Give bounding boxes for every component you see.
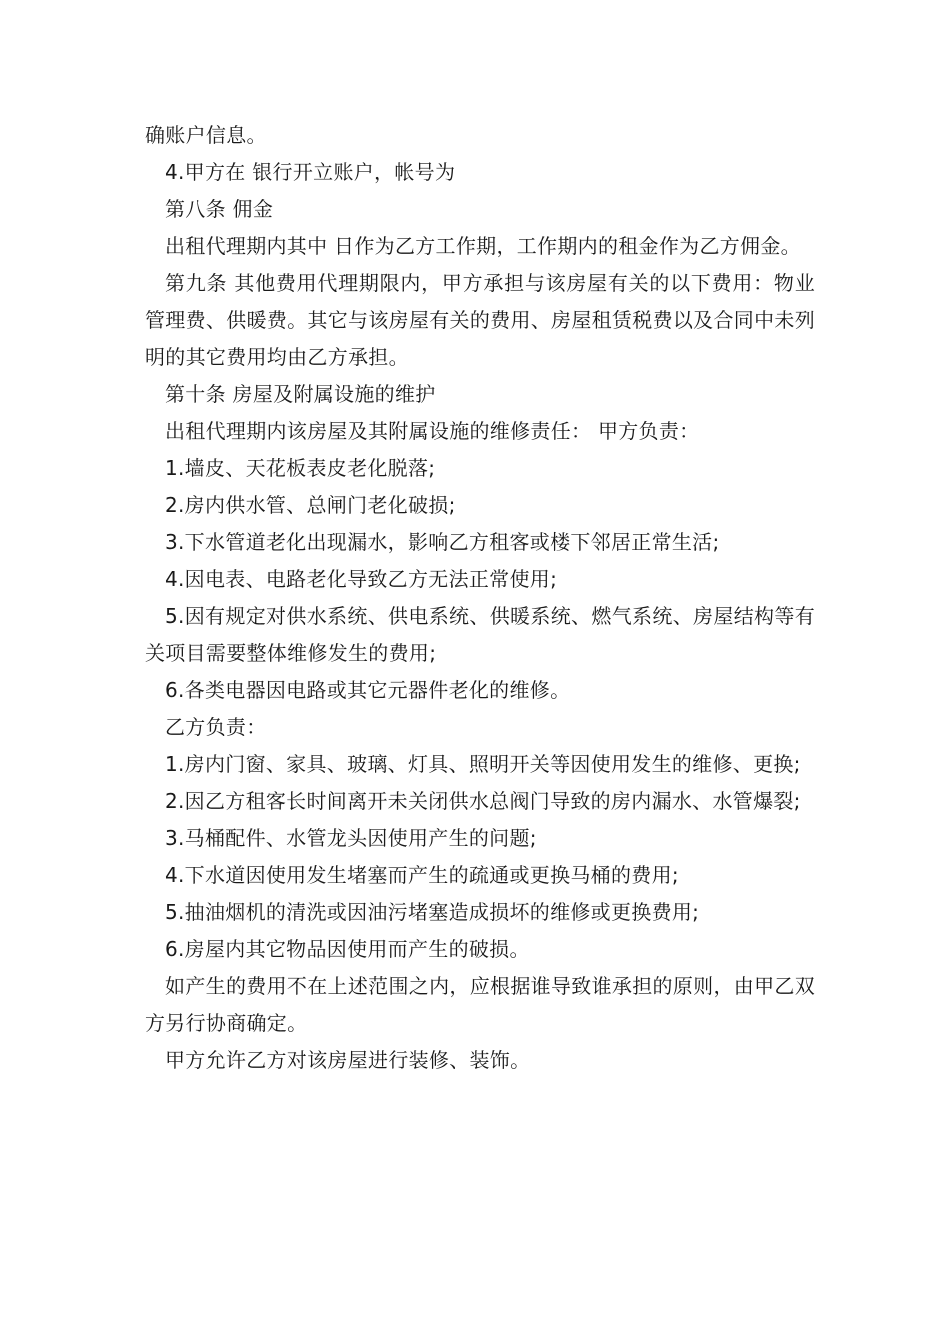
list-item-party-b-5: 5.抽油烟机的清洗或因油污堵塞造成损坏的维修或更换费用; xyxy=(165,900,700,924)
list-item-party-b-3: 3.马桶配件、水管龙头因使用产生的问题; xyxy=(165,826,537,850)
paragraph-renovation-permission: 甲方允许乙方对该房屋进行装修、装饰。 xyxy=(165,1048,531,1072)
document-body xyxy=(145,117,815,1079)
heading-article-8: 第八条 佣金 xyxy=(165,197,274,221)
paragraph-article-9-other-fees: 第九条 其他费用代理期限内，甲方承担与该房屋有关的以下费用：物业管理费、供暖费。其它与该房屋有关的费用、房屋租赁税费以及合同中未列明的其它费用均由乙方承担。 xyxy=(145,271,815,369)
list-item-party-b-1: 1.房内门窗、家具、玻璃、灯具、照明开关等因使用发生的维修、更换; xyxy=(165,752,801,776)
list-item-party-b-6: 6.房屋内其它物品因使用而产生的破损。 xyxy=(165,937,530,961)
paragraph-maintenance-responsibility: 出租代理期内该房屋及其附属设施的维修责任： 甲方负责： xyxy=(165,419,700,443)
paragraph-commission: 出租代理期内其中 日作为乙方工作期，工作期内的租金作为乙方佣金。 xyxy=(165,234,801,258)
heading-article-10: 第十条 房屋及附属设施的维护 xyxy=(165,382,436,406)
list-item-party-b-4: 4.下水道因使用发生堵塞而产生的疏通或更换马桶的费用; xyxy=(165,863,679,887)
list-item-party-a-2: 2.房内供水管、总闸门老化破损; xyxy=(165,493,456,517)
list-item-party-a-4: 4.因电表、电路老化导致乙方无法正常使用; xyxy=(165,567,558,591)
list-item-party-a-3: 3.下水管道老化出现漏水，影响乙方租客或楼下邻居正常生活; xyxy=(165,530,720,554)
list-item-party-a-5: 5.因有规定对供水系统、供电系统、供暖系统、燃气系统、房屋结构等有关项目需要整体维修发生的费用; xyxy=(145,604,815,665)
paragraph-account-info-end: 确账户信息。 xyxy=(145,123,267,147)
list-item-party-b-2: 2.因乙方租客长时间离开未关闭供水总阀门导致的房内漏水、水管爆裂; xyxy=(165,789,801,813)
list-item-party-a-1: 1.墙皮、天花板表皮老化脱落; xyxy=(165,456,436,480)
paragraph-bank-account: 4.甲方在 银行开立账户，帐号为 xyxy=(165,160,456,184)
heading-party-b-responsibility: 乙方负责： xyxy=(165,715,267,739)
paragraph-other-costs-negotiation: 如产生的费用不在上述范围之内，应根据谁导致谁承担的原则，由甲乙双方另行协商确定。 xyxy=(145,974,815,1035)
list-item-party-a-6: 6.各类电器因电路或其它元器件老化的维修。 xyxy=(165,678,571,702)
